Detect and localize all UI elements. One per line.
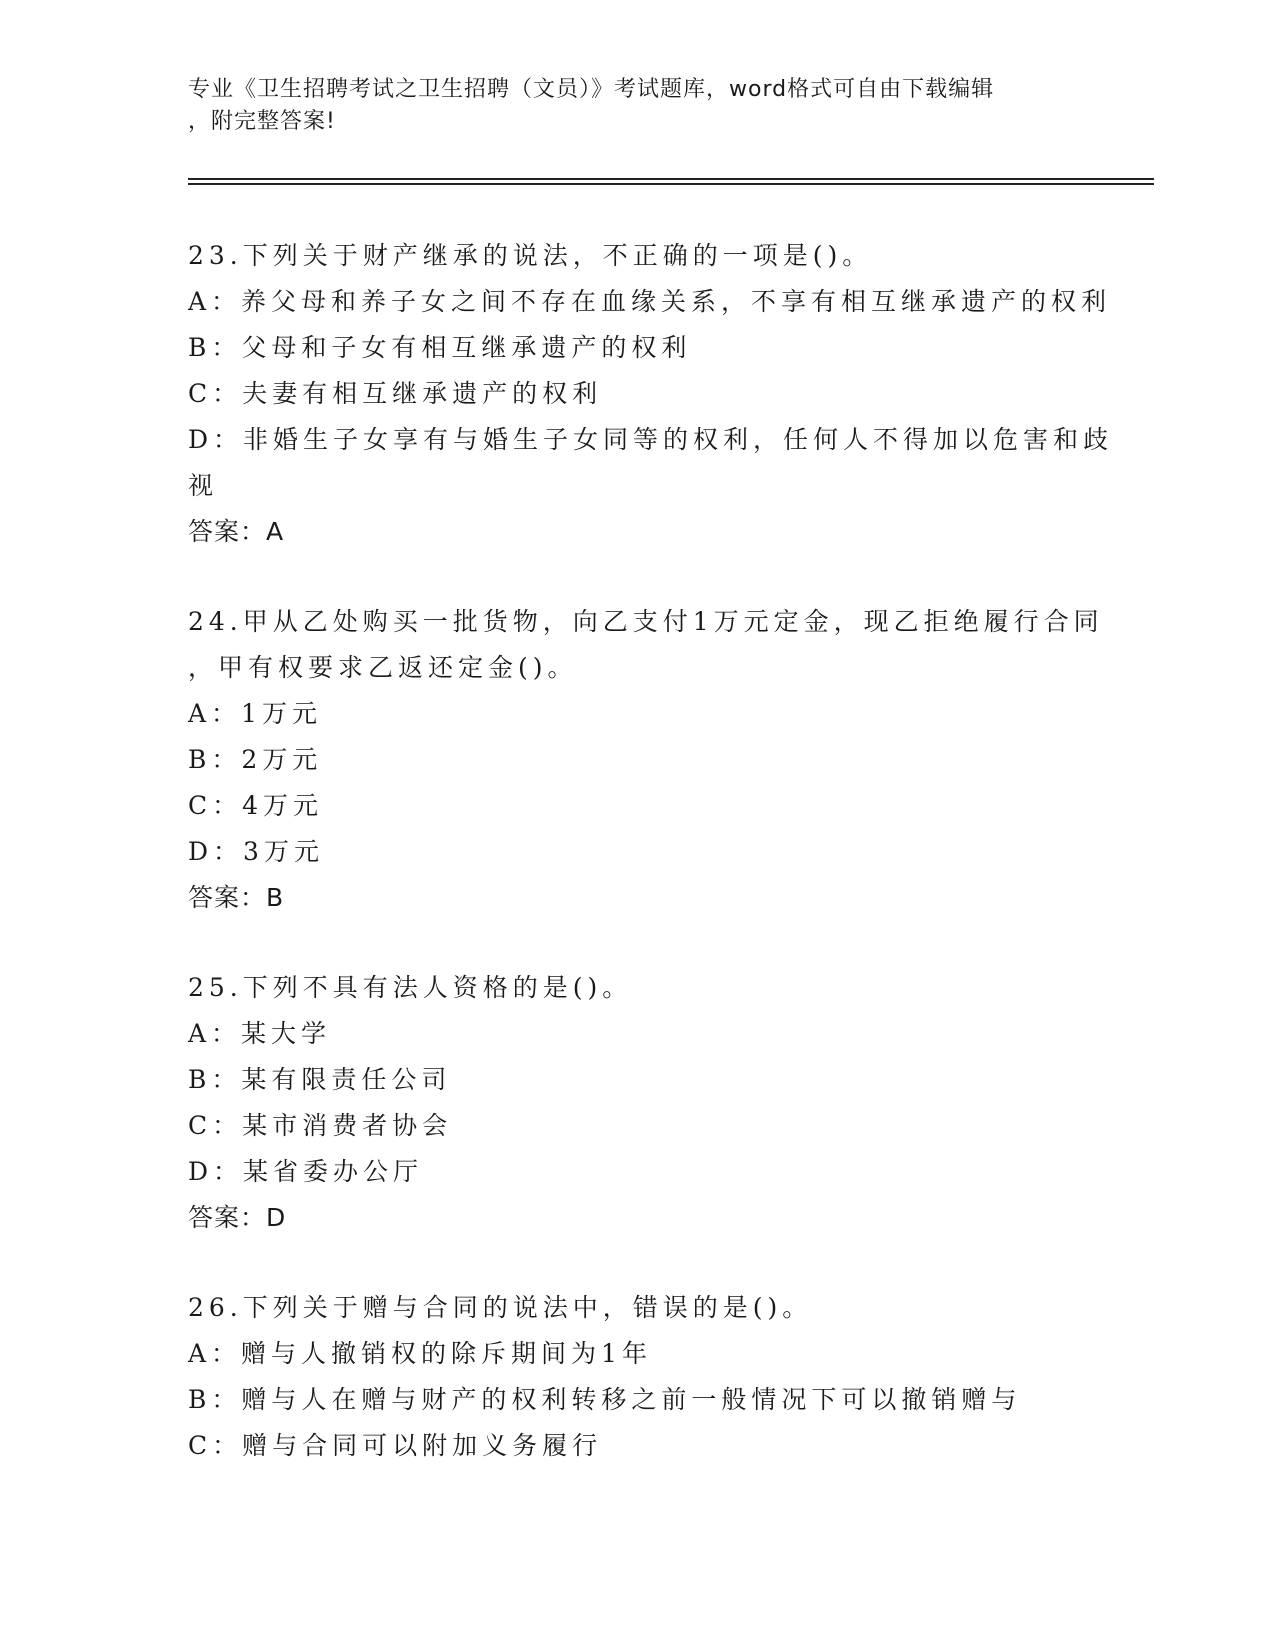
answer: 答案：A xyxy=(188,517,285,546)
option-d: D：某省委办公厅 xyxy=(188,1157,424,1186)
question-stem: 24.甲从乙处购买一批货物，向乙支付1万元定金，现乙拒绝履行合同 xyxy=(188,607,1104,636)
question-stem: 25.下列不具有法人资格的是()。 xyxy=(188,973,633,1002)
question-stem: 23.下列关于财产继承的说法，不正确的一项是()。 xyxy=(188,241,873,270)
answer: 答案：D xyxy=(188,1203,287,1232)
header-divider-bottom xyxy=(188,183,1154,185)
header-line-2: ，附完整答案! xyxy=(188,109,336,134)
option-d: D：非婚生子女享有与婚生子女同等的权利，任何人不得加以危害和歧 xyxy=(188,425,1114,454)
answer: 答案：B xyxy=(188,883,285,912)
header-divider-top xyxy=(188,178,1154,180)
option-d-continued: 视 xyxy=(188,471,219,500)
question-26 xyxy=(188,1285,1088,1469)
header-line-1: 专业《卫生招聘考试之卫生招聘（文员）》考试题库，word格式可自由下载编辑 xyxy=(188,77,995,102)
option-c: C：赠与合同可以附加义务履行 xyxy=(188,1431,603,1460)
option-b: B：某有限责任公司 xyxy=(188,1065,452,1094)
option-a: A：养父母和养子女之间不存在血缘关系，不享有相互继承遗产的权利 xyxy=(188,287,1112,316)
question-list xyxy=(188,233,1114,1513)
question-24 xyxy=(188,599,1104,921)
option-a: A：赠与人撤销权的除斥期间为1年 xyxy=(188,1339,652,1368)
question-stem: 26.下列关于赠与合同的说法中，错误的是()。 xyxy=(188,1293,813,1322)
option-b: B：2万元 xyxy=(188,745,323,774)
document-header xyxy=(188,74,1068,138)
option-c: C：夫妻有相互继承遗产的权利 xyxy=(188,379,603,408)
option-b: B：父母和子女有相互继承遗产的权利 xyxy=(188,333,692,362)
question-25 xyxy=(188,965,1088,1241)
option-a: A：某大学 xyxy=(188,1019,332,1048)
option-c: C：某市消费者协会 xyxy=(188,1111,453,1140)
question-23 xyxy=(188,233,1114,555)
option-b: B：赠与人在赠与财产的权利转移之前一般情况下可以撤销赠与 xyxy=(188,1385,1022,1414)
question-stem-continued: ，甲有权要求乙返还定金()。 xyxy=(188,653,578,682)
option-c: C：4万元 xyxy=(188,791,324,820)
option-d: D：3万元 xyxy=(188,837,324,866)
option-a: A：1万元 xyxy=(188,699,322,728)
